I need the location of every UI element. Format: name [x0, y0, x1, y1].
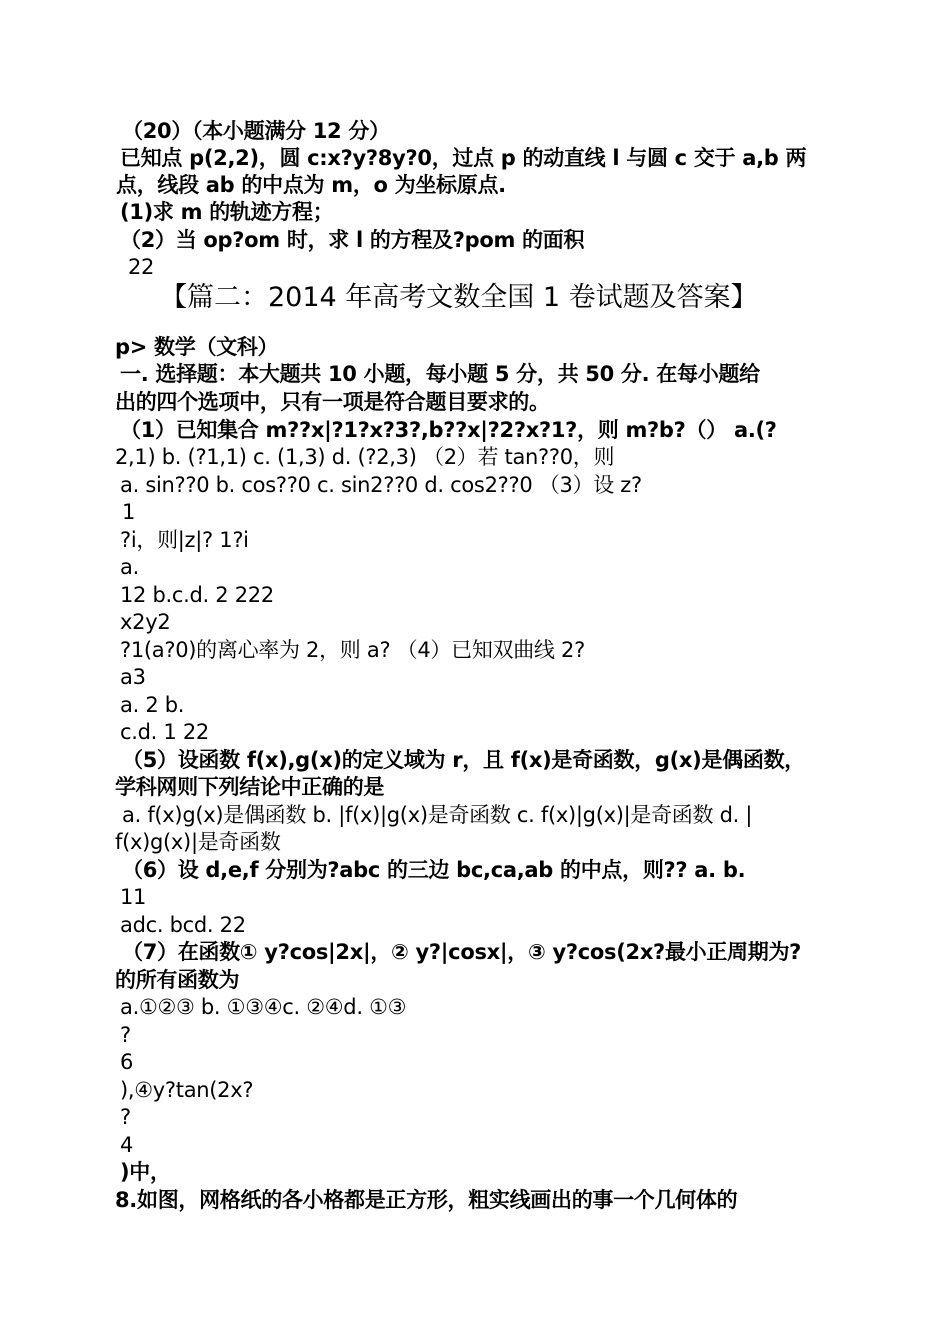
question-4-text: ?1(a?0)的离心率为 2，则 a? （4）已知双曲线 2?	[120, 638, 585, 662]
question-3-options: 12 b.c.d. 2 222	[120, 583, 274, 607]
question-1-options: 2,1) b. (?1,1) c. (1,3) d. (?2,3) （2）若 tan??0，则	[115, 445, 615, 469]
subject-heading: p> 数学（文科）	[115, 335, 279, 359]
question-2-options: a. sin??0 b. cos??0 c. sin2??0 d. cos2??0 （3）设 z?	[120, 473, 642, 497]
section-title: 【篇二：2014 年高考文数全国 1 卷试题及答案】	[160, 282, 758, 313]
question-5-options-1: a. f(x)g(x)是偶函数 b. |f(x)|g(x)是奇函数 c. f(x)|g(x)|是奇函数 d. |	[122, 803, 753, 827]
question-7-options: a.①②③ b. ①③④c. ②④d. ①③	[120, 995, 407, 1019]
question-20-text-line-1: 已知点 p(2,2)，圆 c:x?y?8y?0，过点 p 的动直线 l 与圆 c 交于 a,b 两	[120, 146, 807, 170]
question-7-text-line-2: 的所有函数为	[115, 968, 240, 992]
question-3-option-a: a.	[120, 555, 139, 579]
question-6-fraction: 11	[120, 885, 147, 909]
question-20-header: （20）（本小题满分 12 分）	[122, 119, 390, 143]
question-20-text-line-2: 点，线段 ab 的中点为 m，o 为坐标原点.	[116, 173, 506, 197]
question-20-part-1: (1)求 m 的轨迹方程；	[120, 200, 334, 224]
question-7-text-line-1: （7）在函数① y?cos|2x|，② y?|cosx|，③ y?cos(2x?最小正周期为?	[122, 940, 802, 964]
question-5-text-line-2: 学科网则下列结论中正确的是	[115, 775, 385, 799]
question-6-text: （6）设 d,e,f 分别为?abc 的三边 bc,ca,ab 的中点，则?? a. b.	[122, 858, 746, 882]
question-5-text-line-1: （5）设函数 f(x),g(x)的定义域为 r，且 f(x)是奇函数，g(x)是偶函数，	[122, 748, 805, 772]
fragment-1: ?	[120, 1023, 131, 1047]
fraction-denominator: a3	[120, 665, 146, 689]
fragment-6: )中，	[120, 1160, 171, 1184]
question-5-options-2: f(x)g(x)|是奇函数	[115, 830, 281, 854]
question-3-text: ?i，则|z|? 1?i	[120, 528, 249, 552]
fraction-numerator: 1	[122, 500, 136, 524]
question-6-options: adc. bcd. 22	[120, 913, 246, 937]
fragment-4: ?	[120, 1105, 131, 1129]
section-instructions-line-2: 出的四个选项中，只有一项是符合题目要求的。	[115, 390, 550, 414]
section-instructions-line-1: 一. 选择题：本大题共 10 小题，每小题 5 分，共 50 分. 在每小题给	[120, 362, 760, 386]
fragment-5: 4	[120, 1133, 134, 1157]
question-8-text: 8.如图，网格纸的各小格都是正方形，粗实线画出的事一个几何体的	[115, 1188, 738, 1212]
hyperbola-terms: x2y2	[120, 610, 171, 634]
question-4-options-1: a. 2 b.	[120, 693, 185, 717]
question-1-text: （1）已知集合 m??x|?1?x?3?,b??x|?2?x?1?，则 m?b?（） a.(?	[120, 418, 777, 442]
stray-superscript: 22	[128, 255, 155, 279]
fragment-2: 6	[120, 1050, 134, 1074]
fragment-3: ),④y?tan(2x?	[120, 1078, 254, 1102]
question-4-options-2: c.d. 1 22	[120, 720, 209, 744]
question-20-part-2: （2）当 op?om 时，求 l 的方程及?pom 的面积	[120, 228, 585, 252]
